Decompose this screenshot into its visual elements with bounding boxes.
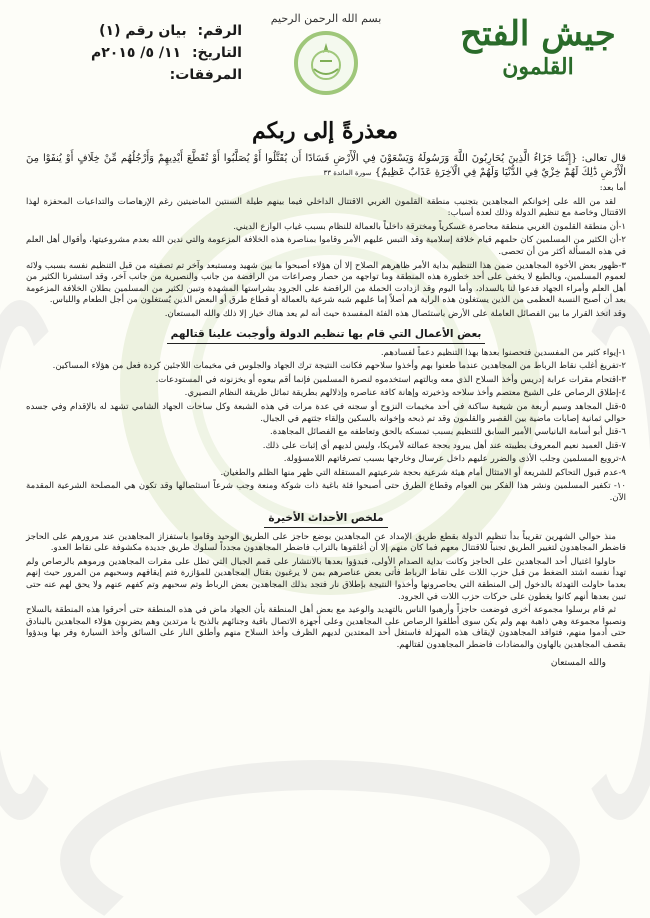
section-heading <box>26 326 626 344</box>
events-paragraph: حاولوا اغتيال أحد المجاهدين على الحاجز وكانت بداية الصدام الأولى، فبدؤوا بعدها بالانتشار على قمم الجبال التي تطل على مقرات المجاهدين ورموهم بالرصاص ولم تهدأ نفسه اشتد الضغط من قبل حزب اللات على نقاط الرباط فأتى بعض عناصرهم بمن لا يرغبون بقتال المجاهدين للمؤازرة فتم إيقافهم وسحبهم من المرور حيث إنهم بعدما حاولت التهدئة بالدخول إلى المنطقة التي يحاصرونها وأخذوا النتيجة بإطلاق نار فتجد بذلك المجاهدين بعض الرباط وتم سحبهم وتم كفهم عنهم ولا يحق لهم عنه حتى تبين بعدها أنهم كانوا يغطون على حركات حزب اللات في الجرود. <box>26 556 626 602</box>
watermark-bottom-stroke <box>60 760 580 918</box>
logo-sub-text: القلمون <box>502 54 574 80</box>
list-item: ٨-ترويع المسلمين وجلب الأذى والضرر عليهم داخل عرسال وخارجها بسبب تصرفاتهم اللامسؤولة. <box>283 454 626 465</box>
reason-item: ١-أن منطقة القلمون الغربي منطقة محاصرة عسكرياً ومخترقة داخلياً بالعمالة للنظام بسبب غياب الوازع الديني. <box>233 221 626 232</box>
document-body <box>26 152 626 669</box>
list-item: ١-إيواء كثير من المفسدين فتحصنوا بعدها بهذا التنظيم دعماً لفسادهم. <box>380 347 626 358</box>
meta-date: التاريخ: ١١/ ٥/ ٢٠١٥م <box>90 45 242 61</box>
closing-line: والله المستعان <box>550 657 606 668</box>
header-center <box>262 12 390 95</box>
emblem-graphic <box>302 39 350 87</box>
meta-attachments: المرفقات: <box>169 67 242 83</box>
document-meta <box>22 20 242 86</box>
list-item: ٧-قتل العميد نعيم المعروف بطيبته عند أهل يبرود بحجة عمالته لأمريكا، وليس لديهم أي إثبات على ذلك. <box>262 440 626 451</box>
list-item: ٤-إطلاق الرصاص على الشيخ معتصم وأخذ سلاحه وذخيرته وإهانة كافة عناصره وإذلالهم بطريقة تماثل طريقة النظام النصيري. <box>184 388 626 399</box>
list-item: ٩-عدم قبول التحاكم للشريعة أو الامتثال أمام هيئة شرعية بحجة شرعيتهم المستقلة التي ظهر منها الظلم والطغيان. <box>220 467 626 478</box>
list-item: ١٠- تكفير المسلمين ونشر هذا الفكر بين العوام وقطاع الطرق حتى أصبحوا فئة باغية ذات شوكة ومنعة وجب شرعاً استئصالها وقد تكون هي المصلحة الشرعية المقدمة الآن. <box>26 481 626 504</box>
emblem-icon <box>294 31 358 95</box>
logo-main-text: جيش الفتح <box>460 14 616 54</box>
section-heading-text: بعض الأعمال التي قام بها تنظيم الدولة وأوجبت علينا قتالهم <box>167 326 486 344</box>
intro-line: أما بعد: <box>599 183 626 193</box>
events-paragraph: منذ حوالي الشهرين تقريباً بدأ تنظيم الدولة بقطع طريق الإمداد عن المجاهدين بوضع حاجز على الطريق الوحيد وقاموا باستفزاز المجاهدين عند مرورهم على الحاجز فاضطر المجاهدون لتغيير الطريق تجنباً للاقتتال معهم فما كان منهم إلا أن أغلقوها بالتراب فاضطر المجاهدون مجدداً لسلوك طريق جديدة مكشوفة على نقاط العدو. <box>26 531 626 554</box>
section-heading <box>26 510 626 528</box>
section-heading-text: ملخص الأحداث الأخيرة <box>264 510 387 528</box>
meta-number: الرقم: بيان رقم (١) <box>99 23 242 39</box>
list-item: ٣-اقتحام مقرات عرابة إدريس وأخذ السلاح الذي معه وبالتهم استخدموه لنصرة المسلمين فإنما أقم بيعوه أو يخزنونه في المستودعات. <box>155 374 626 385</box>
basmala: بسم الله الرحمن الرحيم <box>270 12 382 25</box>
verse-text: قال تعالى: {إِنَّمَا جَزَاءُ الَّذِينَ يُحَارِبُونَ اللَّهَ وَرَسُولَهُ وَيَسْعَوْنَ فِي الْأَرْضِ فَسَادًا أَن يُقَتَّلُوا أَوْ يُصَلَّبُوا أَوْ تُقَطَّعَ أَيْدِيهِمْ وَأَرْجُلُهُم مِّنْ خِلَافٍ أَوْ يُنفَوْا مِنَ الْأَرْضِ ذَٰلِكَ لَهُمْ خِزْيٌ فِي الدُّنْيَا وَلَهُمْ فِي الْآخِرَةِ عَذَابٌ عَظِيمٌ} <box>26 153 626 178</box>
list-item: ٦-قتل أبو أسامة البانياسي الأمير السابق للتنظيم بسبب تمسكه بالحق وتعاطفه مع الفصائل المجاهدة. <box>270 427 626 438</box>
decision-paragraph: وقد اتخذ القرار ما بين الفصائل العاملة على الأرض باستئصال هذه الفئة المفسدة حيث أنه لم يعد هناك خيار إلا ذلك والله المستعان. <box>164 308 626 319</box>
page-title: معذرةً إلى ربكم <box>251 118 399 144</box>
letterhead <box>0 0 650 110</box>
list-item: ٥-قتل المجاهد وسيم أربعة من شيعية ساكنة في أحد مخيمات النزوح أو سجنه في عدة مرات في هذه الشبعة وكل ساحات الجهاد الشامي تشهد له بالإقدام وفي جسده حوالي ثمانية إصابات ماضية بين القصير والقلمون وقد تم ذبحه وإخوانه بالسكين وإلقاء جثتهم في الجبال. <box>26 401 626 424</box>
events-paragraph: ثم قام برسلوا مجموعة أخرى فوضعت حاجزاً وأرهبوا الناس بالتهديد والوعيد مع بعض أهل المنطقة بأن الجهاد ماض في هذه المنطقة حتى أحرقوا هذه المنطقة بالسلاح ونصبوا مجموعة وهي ذاهبة بهم ولم يكن سوى أطلقوا الرصاص على المجاهدين وعلى أجهزة الاتصال باقية وجنائهم بالذبح يا مرتدين وهم يضربون هؤلاء المجاهدين بالبنادق حتى أدموا منهم، فتوافد المجاهدون لإيقاف هذه المهزلة فاستغل أحد المعتدين لديهم الظرف وأخذ السلاح منهم وأطلق النار على السائق وأخذ السيارة وفر بها وبدؤوا بقصف المجاهدين بالهاون والمضادات فاضطر المجاهدون لقتالهم. <box>26 605 626 650</box>
list-item: ٢-تفريغ أغلب نقاط الرباط من المجاهدين عندما طعنوا بهم وأخذوا سلاحهم فكانت النتيجة ترك الجهاد والجلوس في مخيمات اللاجئين كردة فعل من هؤلاء المساكين. <box>52 361 626 372</box>
reason-item: ٣-ظهور بعض الأخوة المجاهدين ضمن هذا التنظيم بداية الأمر ظاهرهم الصلاح إلا أن هؤلاء أصبحوا ما بين شهيد ومستبعد وآخر تم تصفيته من قبل التنظيم نفسه بسبب ولائه لعموم المسلمين، وبالطبع لا يخفى على أحد خطورة هذه المنطقة وما تواجهه من حصار وصراعات من الرافضة من جانب والنصيرية من جانب آخر، وقد استشرنا الكثير من أهل العلم وأمراء الجهاد فدعوا لنا بالسداد، وأما اليوم وقد ازدادت الحملة من الرافضة على الجرود بشراستها المشهدة وتبين لكثير من المسلمين بطلان الخلافة المزعومة بعد أن أصبح النسبة العظمى من الذين يستغلون هذه الراية هم أصلاً إما عليهم شبه شرعية بالعمالة أو قطاع طرق أو البعض الذين يُستغلون من أجل الطعام واللباس. <box>26 260 626 306</box>
quran-verse <box>26 152 626 180</box>
intro-paragraph: لقد من الله على إخوانكم المجاهدين بتجنيب منطقة القلمون الغربي الاقتتال الداخلي فيما بينهم طيلة السنتين الماضيتين رغم الإرهاصات والتداعيات المحفزة لهذا الاقتتال وخاصة مع تنظيم الدولة وذلك لعدة أسباب: <box>26 196 626 219</box>
reason-item: ٢-أن الكثير من المسلمين كان حلمهم قيام خلافة إسلامية وقد التبس عليهم الأمر وقاموا بمناصرة هذه الخلافة المزعومة والتي ندين الله بعدم مشروعيتها، وأقوال أهل العلم في هذه المسألة أكثر من أن تحصى. <box>26 235 626 257</box>
verse-reference: سورة المائدة ٣٣ <box>323 169 372 177</box>
organization-logo <box>448 14 628 92</box>
